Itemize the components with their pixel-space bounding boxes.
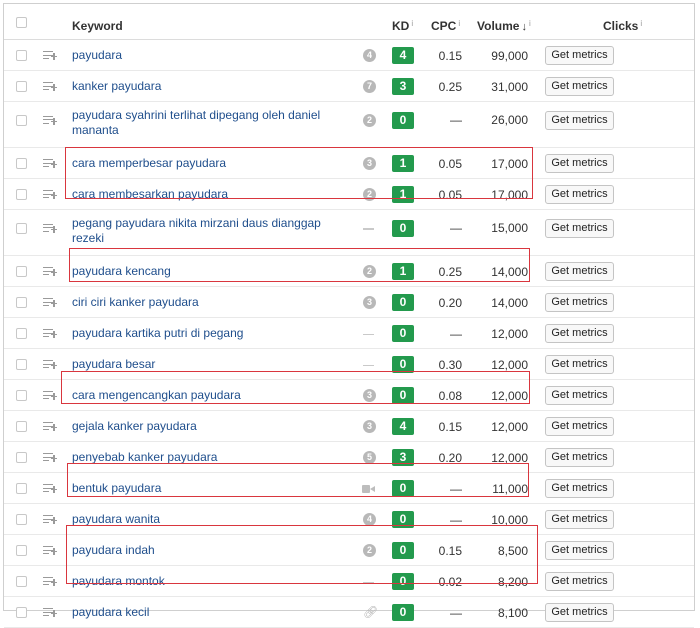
kd-badge: 0 bbox=[392, 511, 414, 528]
get-metrics-button[interactable]: Get metrics bbox=[545, 262, 614, 281]
cpc-value: 0.05 bbox=[438, 156, 462, 171]
get-metrics-button[interactable]: Get metrics bbox=[545, 111, 614, 130]
keyword-link[interactable]: pegang payudara nikita mirzani daus dianggap rezeki bbox=[72, 216, 321, 245]
cpc-value: — bbox=[450, 326, 462, 341]
get-metrics-button[interactable]: Get metrics bbox=[545, 46, 614, 65]
link-icon[interactable]: 🔗︎ bbox=[363, 605, 379, 619]
volume-value: 8,100 bbox=[497, 605, 528, 620]
get-metrics-button[interactable]: Get metrics bbox=[545, 386, 614, 405]
keyword-link[interactable]: payudara kartika putri di pegang bbox=[72, 326, 244, 340]
table-row bbox=[4, 40, 694, 71]
volume-value: 14,000 bbox=[491, 264, 528, 279]
table-row bbox=[4, 148, 694, 179]
keyword-link[interactable]: payudara wanita bbox=[72, 512, 161, 526]
header-kd[interactable] bbox=[392, 19, 413, 33]
kd-badge: 0 bbox=[392, 387, 414, 404]
row-checkbox[interactable] bbox=[16, 545, 27, 556]
kd-badge: 0 bbox=[392, 573, 414, 590]
keyword-link[interactable]: bentuk payudara bbox=[72, 481, 162, 495]
cpc-value: 0.25 bbox=[438, 79, 462, 94]
add-to-list-icon[interactable] bbox=[43, 158, 57, 169]
table-row bbox=[4, 442, 694, 473]
serp-features-count[interactable]: 5 bbox=[363, 451, 376, 464]
get-metrics-button[interactable]: Get metrics bbox=[545, 541, 614, 560]
keyword-link[interactable]: payudara syahrini terlihat dipegang oleh daniel mananta bbox=[72, 108, 321, 137]
keyword-link[interactable]: cara mengencangkan payudara bbox=[72, 388, 241, 402]
table-header bbox=[4, 4, 694, 40]
table-row bbox=[4, 102, 694, 148]
volume-value: 31,000 bbox=[491, 79, 528, 94]
cpc-value: 0.15 bbox=[438, 48, 462, 63]
cpc-value: 0.15 bbox=[438, 419, 462, 434]
volume-value: 8,500 bbox=[497, 543, 528, 558]
volume-value: 10,000 bbox=[491, 512, 528, 527]
row-checkbox[interactable] bbox=[16, 607, 27, 618]
row-checkbox[interactable] bbox=[16, 50, 27, 61]
volume-value: 12,000 bbox=[491, 388, 528, 403]
add-to-list-icon[interactable] bbox=[43, 452, 57, 463]
serp-features-count[interactable]: 3 bbox=[363, 296, 376, 309]
keyword-link[interactable]: payudara kencang bbox=[72, 264, 171, 278]
table-row bbox=[4, 71, 694, 102]
get-metrics-button[interactable]: Get metrics bbox=[545, 572, 614, 591]
kd-badge: 0 bbox=[392, 294, 414, 311]
get-metrics-button[interactable]: Get metrics bbox=[545, 417, 614, 436]
header-cpc[interactable] bbox=[431, 19, 460, 33]
kd-badge: 4 bbox=[392, 47, 414, 64]
row-checkbox[interactable] bbox=[16, 390, 27, 401]
add-to-list-icon[interactable] bbox=[43, 576, 57, 587]
add-to-list-icon[interactable] bbox=[43, 421, 57, 432]
row-checkbox[interactable] bbox=[16, 514, 27, 525]
kd-badge: 0 bbox=[392, 542, 414, 559]
row-checkbox[interactable] bbox=[16, 115, 27, 126]
row-checkbox[interactable] bbox=[16, 452, 27, 463]
serp-features-count[interactable]: 7 bbox=[363, 80, 376, 93]
table-row bbox=[4, 535, 694, 566]
volume-value: 12,000 bbox=[491, 357, 528, 372]
row-checkbox[interactable] bbox=[16, 328, 27, 339]
table-row bbox=[4, 597, 694, 628]
serp-features-count[interactable]: 3 bbox=[363, 389, 376, 402]
table-row bbox=[4, 473, 694, 504]
add-to-list-icon[interactable] bbox=[43, 514, 57, 525]
kd-badge: 0 bbox=[392, 220, 414, 237]
sort-arrow-icon: ↓ bbox=[521, 21, 527, 33]
add-to-list-icon[interactable] bbox=[43, 328, 57, 339]
cpc-value: 0.02 bbox=[438, 574, 462, 589]
kd-badge: 4 bbox=[392, 418, 414, 435]
add-to-list-icon[interactable] bbox=[43, 297, 57, 308]
table-row bbox=[4, 179, 694, 210]
serp-features-count[interactable]: 2 bbox=[363, 188, 376, 201]
table-row bbox=[4, 318, 694, 349]
row-checkbox[interactable] bbox=[16, 223, 27, 234]
add-to-list-icon[interactable] bbox=[43, 359, 57, 370]
kd-badge: 0 bbox=[392, 604, 414, 621]
add-to-list-icon[interactable] bbox=[43, 266, 57, 277]
kd-badge: 0 bbox=[392, 112, 414, 129]
cpc-value: — bbox=[450, 512, 462, 527]
keyword-link[interactable]: cara membesarkan payudara bbox=[72, 187, 229, 201]
add-to-list-icon[interactable] bbox=[43, 189, 57, 200]
cpc-value: 0.25 bbox=[438, 264, 462, 279]
info-icon: i bbox=[640, 19, 643, 28]
add-to-list-icon[interactable] bbox=[43, 81, 57, 92]
row-checkbox[interactable] bbox=[16, 576, 27, 587]
add-to-list-icon[interactable] bbox=[43, 545, 57, 556]
get-metrics-button[interactable]: Get metrics bbox=[545, 324, 614, 343]
header-volume[interactable] bbox=[477, 19, 531, 33]
get-metrics-button[interactable]: Get metrics bbox=[545, 510, 614, 529]
cpc-value: 0.30 bbox=[438, 357, 462, 372]
volume-value: 12,000 bbox=[491, 419, 528, 434]
keyword-link[interactable]: cara memperbesar payudara bbox=[72, 156, 227, 170]
get-metrics-button[interactable]: Get metrics bbox=[545, 185, 614, 204]
kd-badge: 1 bbox=[392, 263, 414, 280]
row-checkbox[interactable] bbox=[16, 158, 27, 169]
add-to-list-icon[interactable] bbox=[43, 50, 57, 61]
serp-features-count[interactable]: 3 bbox=[363, 157, 376, 170]
cpc-value: 0.20 bbox=[438, 295, 462, 310]
kd-badge: 0 bbox=[392, 325, 414, 342]
volume-value: 99,000 bbox=[491, 48, 528, 63]
keyword-table bbox=[3, 3, 695, 620]
cpc-value: — bbox=[450, 113, 462, 127]
row-checkbox[interactable] bbox=[16, 421, 27, 432]
get-metrics-button[interactable]: Get metrics bbox=[545, 154, 614, 173]
kd-badge: 1 bbox=[392, 186, 414, 203]
table-row bbox=[4, 411, 694, 442]
cpc-value: 0.08 bbox=[438, 388, 462, 403]
info-icon: i bbox=[458, 19, 461, 28]
no-serp-features bbox=[363, 228, 374, 230]
cpc-value: 0.05 bbox=[438, 187, 462, 202]
add-to-list-icon[interactable] bbox=[43, 115, 57, 126]
volume-value: 12,000 bbox=[491, 326, 528, 341]
get-metrics-button[interactable]: Get metrics bbox=[545, 355, 614, 374]
table-row bbox=[4, 287, 694, 318]
kd-badge: 3 bbox=[392, 78, 414, 95]
table-row bbox=[4, 256, 694, 287]
add-to-list-icon[interactable] bbox=[43, 483, 57, 494]
header-kd-label: KD bbox=[392, 19, 410, 33]
table-row bbox=[4, 380, 694, 411]
cpc-value: 0.20 bbox=[438, 450, 462, 465]
cpc-value: — bbox=[450, 481, 462, 496]
get-metrics-button[interactable]: Get metrics bbox=[545, 77, 614, 96]
kd-badge: 0 bbox=[392, 356, 414, 373]
video-icon[interactable] bbox=[362, 484, 376, 494]
cpc-value: — bbox=[450, 221, 462, 235]
no-serp-features bbox=[363, 365, 374, 367]
get-metrics-button[interactable]: Get metrics bbox=[545, 219, 614, 238]
cpc-value: 0.15 bbox=[438, 543, 462, 558]
table-row bbox=[4, 210, 694, 256]
get-metrics-button[interactable]: Get metrics bbox=[545, 603, 614, 622]
keyword-link[interactable]: payudara besar bbox=[72, 357, 156, 371]
get-metrics-button[interactable]: Get metrics bbox=[545, 293, 614, 312]
header-volume-label: Volume bbox=[477, 19, 520, 33]
keyword-link[interactable]: payudara indah bbox=[72, 543, 155, 557]
keyword-link[interactable]: payudara montok bbox=[72, 574, 165, 588]
serp-features-count[interactable]: 2 bbox=[363, 265, 376, 278]
volume-value: 8,200 bbox=[497, 574, 528, 589]
serp-features-count[interactable]: 4 bbox=[363, 49, 376, 62]
header-clicks-label: Clicks bbox=[603, 19, 639, 33]
table-row bbox=[4, 504, 694, 535]
get-metrics-button[interactable]: Get metrics bbox=[545, 448, 614, 467]
kd-badge: 0 bbox=[392, 480, 414, 497]
volume-value: 17,000 bbox=[491, 156, 528, 171]
header-cpc-label: CPC bbox=[431, 19, 457, 33]
header-clicks[interactable] bbox=[603, 19, 642, 33]
serp-features-count[interactable]: 2 bbox=[363, 114, 376, 127]
keyword-link[interactable]: gejala kanker payudara bbox=[72, 419, 197, 433]
row-checkbox[interactable] bbox=[16, 483, 27, 494]
keyword-link[interactable]: kanker payudara bbox=[72, 79, 162, 93]
table-row bbox=[4, 566, 694, 597]
no-serp-features bbox=[363, 582, 374, 584]
no-serp-features bbox=[363, 334, 374, 336]
keyword-link[interactable]: penyebab kanker payudara bbox=[72, 450, 218, 464]
serp-features-count[interactable]: 4 bbox=[363, 513, 376, 526]
row-checkbox[interactable] bbox=[16, 81, 27, 92]
row-checkbox[interactable] bbox=[16, 266, 27, 277]
add-to-list-icon[interactable] bbox=[43, 390, 57, 401]
keyword-link[interactable]: ciri ciri kanker payudara bbox=[72, 295, 199, 309]
cpc-value: — bbox=[450, 605, 462, 620]
volume-value: 26,000 bbox=[491, 113, 528, 127]
header-keyword[interactable]: Keyword bbox=[72, 19, 123, 33]
add-to-list-icon[interactable] bbox=[43, 223, 57, 234]
row-checkbox[interactable] bbox=[16, 359, 27, 370]
volume-value: 17,000 bbox=[491, 187, 528, 202]
serp-features-count[interactable]: 2 bbox=[363, 544, 376, 557]
volume-value: 12,000 bbox=[491, 450, 528, 465]
info-icon: i bbox=[411, 19, 414, 28]
select-all-checkbox[interactable] bbox=[16, 17, 27, 28]
volume-value: 15,000 bbox=[491, 221, 528, 235]
kd-badge: 1 bbox=[392, 155, 414, 172]
row-checkbox[interactable] bbox=[16, 297, 27, 308]
add-to-list-icon[interactable] bbox=[43, 607, 57, 618]
get-metrics-button[interactable]: Get metrics bbox=[545, 479, 614, 498]
info-icon: i bbox=[528, 19, 531, 28]
keyword-link[interactable]: payudara kecil bbox=[72, 605, 150, 619]
volume-value: 11,000 bbox=[492, 481, 528, 496]
row-checkbox[interactable] bbox=[16, 189, 27, 200]
keyword-link[interactable]: payudara bbox=[72, 48, 123, 62]
volume-value: 14,000 bbox=[491, 295, 528, 310]
kd-badge: 3 bbox=[392, 449, 414, 466]
table-row bbox=[4, 349, 694, 380]
serp-features-count[interactable]: 3 bbox=[363, 420, 376, 433]
